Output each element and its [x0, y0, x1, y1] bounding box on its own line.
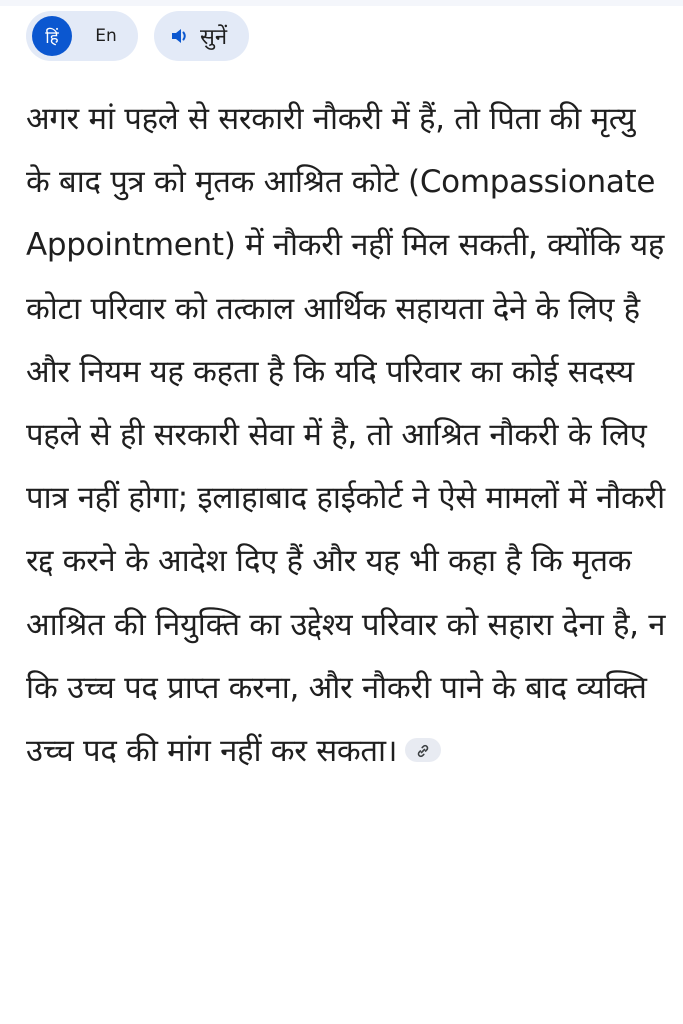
language-toggle — [26, 11, 138, 61]
link-icon — [415, 718, 431, 781]
answer-paragraph — [26, 88, 666, 783]
speaker-icon — [170, 27, 190, 45]
answer-toolbar — [26, 8, 249, 64]
source-link-button[interactable] — [405, 738, 441, 762]
hindi-language-button[interactable]: हिं — [32, 16, 72, 56]
english-language-button[interactable]: En — [95, 26, 117, 46]
answer-text: अगर मां पहले से सरकारी नौकरी में हैं, तो पिता की मृत्यु के बाद पुत्र को मृतक आश्रित कोटे (Compassionate Appointment) में नौकरी नहीं मिल सकती, क्योंकि यह कोटा परिवार को तत्काल आर्थिक सहायता देने के लिए है और नियम यह कहता है कि यदि परिवार का कोई सदस्य पहले से ही सरकारी सेवा में है, तो आश्रित नौकरी के लिए पात्र नहीं होगा; इलाहाबाद हाईकोर्ट ने ऐसे मामलों में नौकरी रद्द करने के आदेश दिए हैं और यह भी कहा है कि मृतक आश्रित की नियुक्ति का उद्देश्य परिवार को सहारा देना है, न कि उच्च पद प्राप्त करना, और नौकरी पाने के बाद व्यक्ति उच्च पद की मांग नहीं कर सकता। — [26, 101, 666, 770]
listen-label: सुनें — [200, 25, 228, 50]
top-edge — [0, 0, 683, 6]
listen-button[interactable] — [154, 11, 249, 61]
